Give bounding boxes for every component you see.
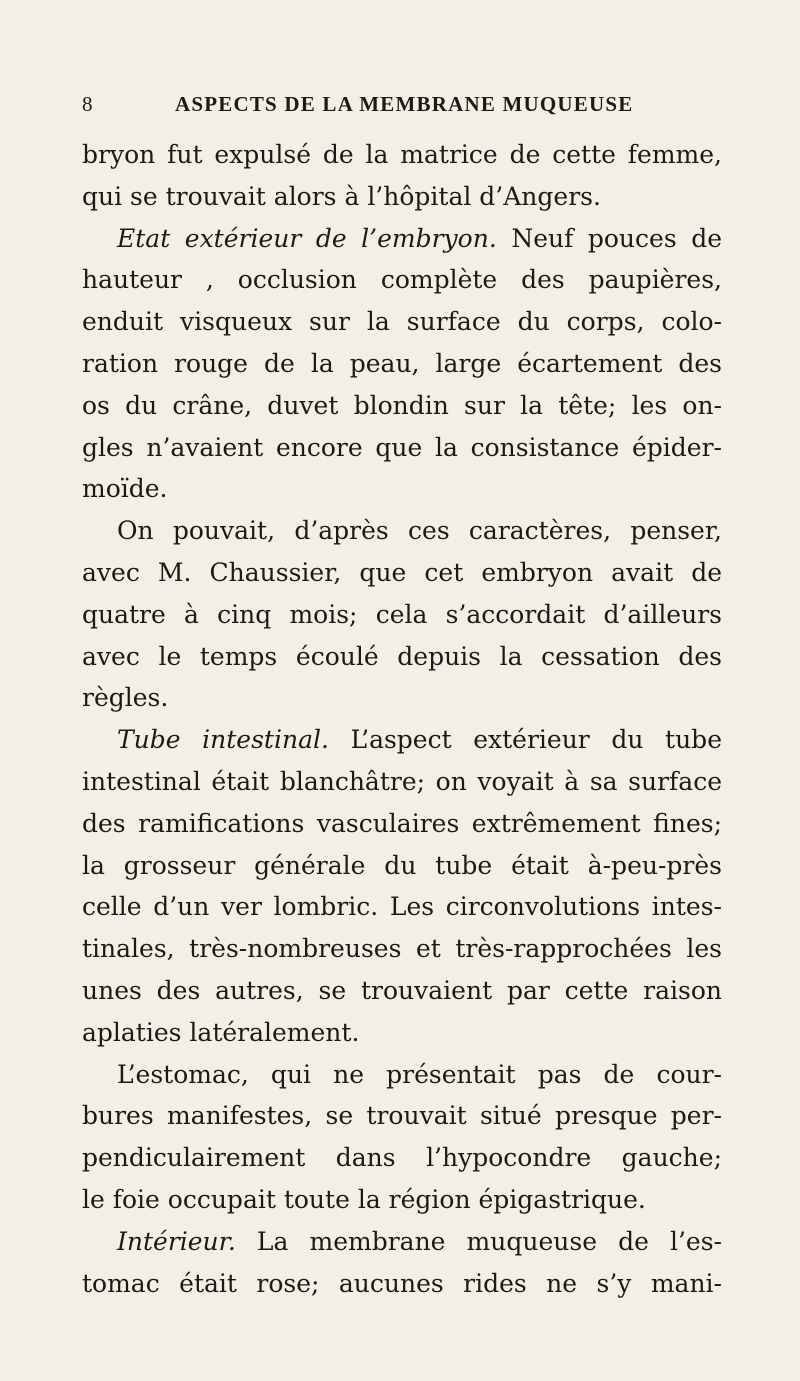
text-line: unes des autres, se trouvaient par cette raison bbox=[82, 975, 722, 1005]
text-line: pendiculairement dans l’hypocondre gauche; bbox=[82, 1143, 722, 1173]
text-line: celle d’un ver lombric. Les circonvolutions intes- bbox=[82, 892, 722, 922]
text-line: avec le temps écoulé depuis la cessation des bbox=[82, 641, 722, 671]
body-text bbox=[82, 134, 722, 1304]
text-line: ration rouge de la peau, large écartement des bbox=[82, 348, 722, 378]
text-line: moïde. bbox=[82, 474, 168, 504]
page-header bbox=[82, 92, 722, 126]
section-heading-interieur: Intérieur. bbox=[117, 1226, 236, 1256]
text-line: intestinal était blanchâtre; on voyait à sa surface bbox=[82, 766, 722, 796]
section-heading-tube-intestinal: Tube intestinal. bbox=[117, 725, 329, 755]
text-line: qui se trouvait alors à l’hôpital d’Angers. bbox=[82, 181, 601, 211]
section-heading-etat-exterieur: Etat extérieur de l’embryon. bbox=[117, 223, 497, 253]
section-heading-line: Tube intestinal. L’aspect extérieur du tube bbox=[117, 725, 722, 755]
text-line: hauteur , occlusion complète des paupières, bbox=[82, 265, 722, 295]
text-line: tomac était rose; aucunes rides ne s’y mani- bbox=[82, 1268, 722, 1298]
text-line: bures manifestes, se trouvait situé presque per- bbox=[82, 1101, 722, 1131]
text-line: quatre à cinq mois; cela s’accordait d’ailleurs bbox=[82, 599, 722, 629]
page-number: 8 bbox=[82, 92, 94, 116]
text-line: des ramifications vasculaires extrêmement fines; bbox=[82, 808, 722, 838]
running-title: ASPECTS DE LA MEMBRANE MUQUEUSE bbox=[175, 92, 634, 116]
text-line: aplaties latéralement. bbox=[82, 1017, 360, 1047]
text-line: enduit visqueux sur la surface du corps, colo- bbox=[82, 307, 722, 337]
text-line: règles. bbox=[82, 683, 169, 713]
text-line: os du crâne, duvet blondin sur la tête; les on- bbox=[82, 390, 722, 420]
text-line: gles n’avaient encore que la consistance épider- bbox=[82, 432, 722, 462]
paragraph-start-line: L’estomac, qui ne présentait pas de cour- bbox=[117, 1059, 722, 1089]
text-line: le foie occupait toute la région épigastrique. bbox=[82, 1184, 646, 1214]
text-line: la grosseur générale du tube était à-peu-près bbox=[82, 850, 722, 880]
text-line: avec M. Chaussier, que cet embryon avait de bbox=[82, 557, 722, 587]
text-line: tinales, très-nombreuses et très-rapprochées les bbox=[82, 934, 722, 964]
section-heading-line: Etat extérieur de l’embryon. Neuf pouces de bbox=[117, 223, 722, 253]
paragraph-start-line: On pouvait, d’après ces caractères, penser, bbox=[117, 516, 722, 546]
section-heading-line: Intérieur. La membrane muqueuse de l’es- bbox=[117, 1226, 722, 1256]
text-line: bryon fut expulsé de la matrice de cette femme, bbox=[82, 140, 722, 169]
